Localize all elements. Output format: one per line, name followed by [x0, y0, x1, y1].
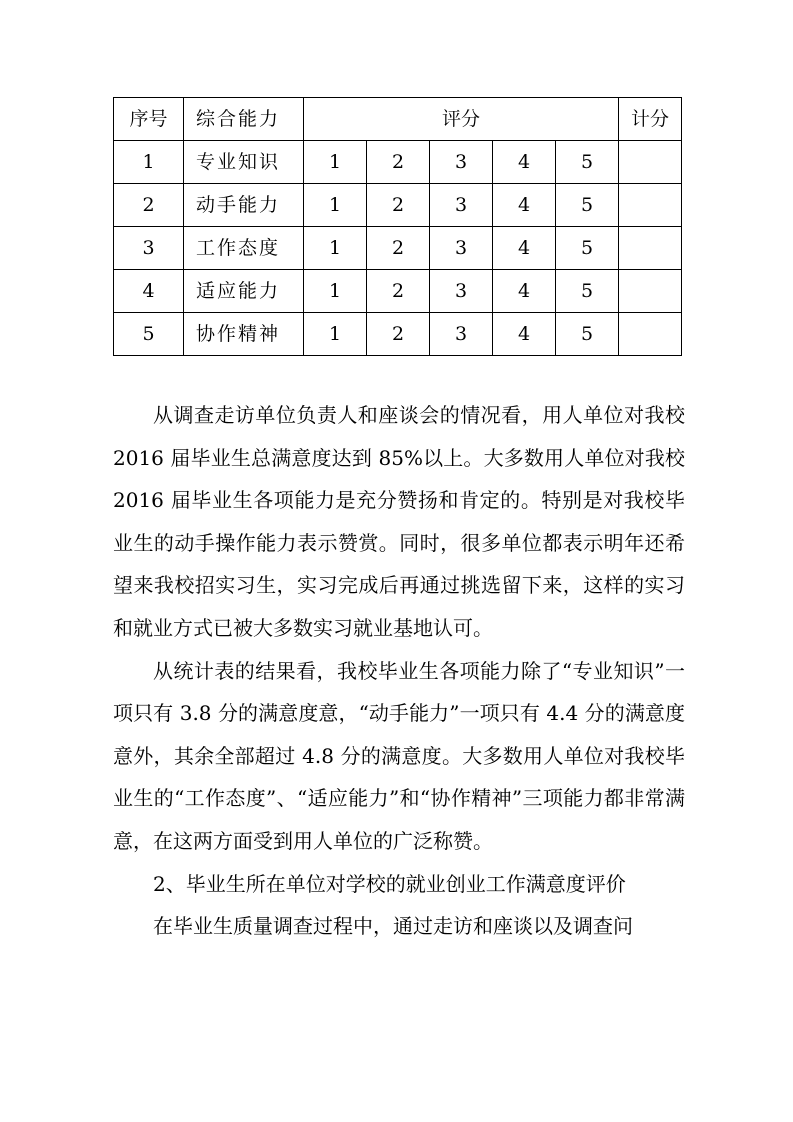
rating-cell: 4	[493, 227, 556, 270]
header-score: 计分	[619, 98, 682, 141]
score-cell	[619, 141, 682, 184]
row-ability: 专业知识	[184, 141, 304, 184]
rating-cell: 4	[493, 184, 556, 227]
header-rating: 评分	[304, 98, 619, 141]
rating-cell: 3	[430, 184, 493, 227]
table-row	[114, 184, 682, 227]
ability-rating-table	[113, 97, 682, 356]
table-row	[114, 313, 682, 356]
row-ability: 工作态度	[184, 227, 304, 270]
rating-cell: 1	[304, 141, 367, 184]
rating-cell: 1	[304, 184, 367, 227]
rating-cell: 2	[367, 313, 430, 356]
rating-cell: 5	[556, 270, 619, 313]
rating-cell: 5	[556, 141, 619, 184]
table-row	[114, 141, 682, 184]
rating-cell: 1	[304, 227, 367, 270]
row-index: 1	[114, 141, 184, 184]
header-ability: 综合能力	[184, 98, 304, 141]
row-ability: 适应能力	[184, 270, 304, 313]
table-header-row	[114, 98, 682, 141]
paragraph-survey-process: 在毕业生质量调查过程中，通过走访和座谈以及调查问	[153, 914, 633, 939]
rating-cell: 2	[367, 270, 430, 313]
row-index: 2	[114, 184, 184, 227]
rating-cell: 4	[493, 141, 556, 184]
score-cell	[619, 270, 682, 313]
header-index: 序号	[114, 98, 184, 141]
rating-cell: 3	[430, 270, 493, 313]
rating-cell: 1	[304, 313, 367, 356]
row-index: 4	[114, 270, 184, 313]
rating-cell: 3	[430, 227, 493, 270]
rating-cell: 4	[493, 313, 556, 356]
body-text	[113, 394, 685, 948]
rating-cell: 1	[304, 270, 367, 313]
rating-cell: 3	[430, 313, 493, 356]
rating-cell: 5	[556, 184, 619, 227]
paragraph-statistics-results: 从统计表的结果看，我校毕业生各项能力除了“专业知识”一项只有 3.8 分的满意度意，“动手能力”一项只有 4.4 分的满意度意外，其余全部超过 4.8 分的满意度。大多数用人单位对我校毕业生的“工作态度”、“适应能力”和“协作精神”三项能力都非常满意，在这两方面受到用人单位的广泛称赞。	[113, 658, 685, 853]
score-cell	[619, 184, 682, 227]
rating-cell: 2	[367, 227, 430, 270]
rating-cell: 3	[430, 141, 493, 184]
table-row	[114, 270, 682, 313]
paragraph-survey-findings: 从调查走访单位负责人和座谈会的情况看，用人单位对我校 2016 届毕业生总满意度达到 85%以上。大多数用人单位对我校 2016 届毕业生各项能力是充分赞扬和肯定的。特别是对我校毕业生的动手操作能力表示赞赏。同时，很多单位都表示明年还希望来我校招实习生，实习完成后再通过挑选留下来，这样的实习和就业方式已被大多数实习就业基地认可。	[113, 403, 685, 640]
section-heading: 2、毕业生所在单位对学校的就业创业工作满意度评价	[153, 871, 626, 896]
score-cell	[619, 313, 682, 356]
row-ability: 动手能力	[184, 184, 304, 227]
row-index: 5	[114, 313, 184, 356]
row-ability: 协作精神	[184, 313, 304, 356]
rating-cell: 5	[556, 313, 619, 356]
table-row	[114, 227, 682, 270]
rating-cell: 5	[556, 227, 619, 270]
rating-cell: 2	[367, 184, 430, 227]
rating-cell: 4	[493, 270, 556, 313]
rating-cell: 2	[367, 141, 430, 184]
score-cell	[619, 227, 682, 270]
row-index: 3	[114, 227, 184, 270]
